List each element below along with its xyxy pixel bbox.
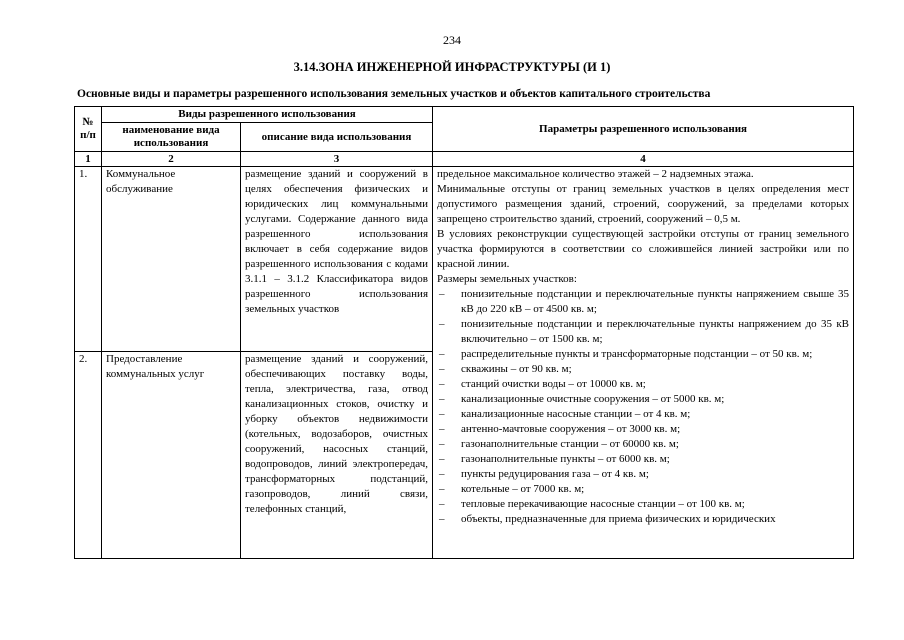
header-kinds-group: Виды разрешенного использования	[102, 107, 433, 123]
header-num: № п/п	[75, 107, 102, 152]
table-row	[75, 167, 854, 352]
row-num: 1.	[75, 167, 102, 352]
list-item: – газонаполнительные станции – от 60000 кв. м;	[437, 437, 849, 452]
list-item: – пункты редуцирования газа – от 4 кв. м;	[437, 467, 849, 482]
list-item: – объекты, предназначенные для приема физических и юридических	[437, 512, 849, 527]
row-kind-name: Предоставление коммунальных услуг	[102, 352, 241, 559]
column-number: 1	[75, 152, 102, 167]
header-kind-desc: описание вида использования	[241, 123, 433, 152]
header-kind-name: наименование вида использования	[102, 123, 241, 152]
column-number: 4	[433, 152, 854, 167]
list-item: – канализационные насосные станции – от 4 кв. м;	[437, 407, 849, 422]
list-item: – антенно-мачтовые сооружения – от 3000 кв. м;	[437, 422, 849, 437]
list-item: – котельные – от 7000 кв. м;	[437, 482, 849, 497]
plot-sizes-list	[437, 287, 849, 527]
column-number: 3	[241, 152, 433, 167]
row-kind-desc: размещение зданий и сооружений, обеспечивающих поставку воды, тепла, электричества, газа, отвод канализационных стоков, очистку и уборку объектов недвижимости (котельных, водозаборов, очистных сооружений, насосных станций, водопроводов, линий электропередач, трансформаторных подстанций, газопроводов, линий связи, телефонных станций,	[241, 352, 433, 559]
row-kind-name: Коммунальное обслуживание	[102, 167, 241, 352]
row-num: 2.	[75, 352, 102, 559]
list-item: – понизительные подстанции и переключательные пункты напряжением до 35 кВ включительно – от 1500 кв. м;	[437, 317, 849, 347]
list-item: – станций очистки воды – от 10000 кв. м;	[437, 377, 849, 392]
param-reconstruction: В условиях реконструкции существующей застройки отступы от границ земельного участка формируются в соответствии со сложившейся линией застройки или по красной линии.	[437, 228, 850, 270]
param-floors: предельное максимальное количество этажей – 2 надземных этажа.	[437, 168, 754, 180]
list-item: – газонаполнительные пункты – от 6000 кв. м;	[437, 452, 849, 467]
table-caption: Основные виды и параметры разрешенного использования земельных участков и объектов капитального строительства	[77, 88, 711, 100]
column-number: 2	[102, 152, 241, 167]
list-item: – распределительные пункты и трансформаторные подстанции – от 50 кв. м;	[437, 347, 849, 362]
param-setbacks: Минимальные отступы от границ земельных участков в целях определения мест допустимого размещения зданий, строений, сооружений, за пределами которых запрещено строительство зданий, строений, сооружений – 0,5 м.	[437, 183, 850, 225]
header-row-1	[75, 107, 854, 123]
regulations-table	[74, 106, 854, 559]
page-number: 234	[443, 33, 461, 47]
list-item: – понизительные подстанции и переключательные пункты напряжением свыше 35 кВ до 220 кВ – от 4500 кв. м;	[437, 287, 849, 317]
list-item: – скважины – от 90 кв. м;	[437, 362, 849, 377]
list-item: – канализационные очистные сооружения – от 5000 кв. м;	[437, 392, 849, 407]
zone-title: 3.14.ЗОНА ИНЖЕНЕРНОЙ ИНФРАСТРУКТУРЫ (И 1)	[293, 60, 611, 74]
header-params: Параметры разрешенного использования	[433, 107, 854, 152]
row-params	[433, 167, 854, 559]
column-numbers-row	[75, 152, 854, 167]
row-kind-desc: размещение зданий и сооружений в целях обеспечения физических и юридических лиц коммунальными услугами. Содержание данного вида разрешенного использования включает в себя содержание видов разрешенного использования с кодами 3.1.1 – 3.1.2 Классификатора видов разрешенного использования земельных участков	[241, 167, 433, 352]
param-plot-sizes-heading: Размеры земельных участков:	[437, 273, 577, 285]
list-item: – тепловые перекачивающие насосные станции – от 100 кв. м;	[437, 497, 849, 512]
